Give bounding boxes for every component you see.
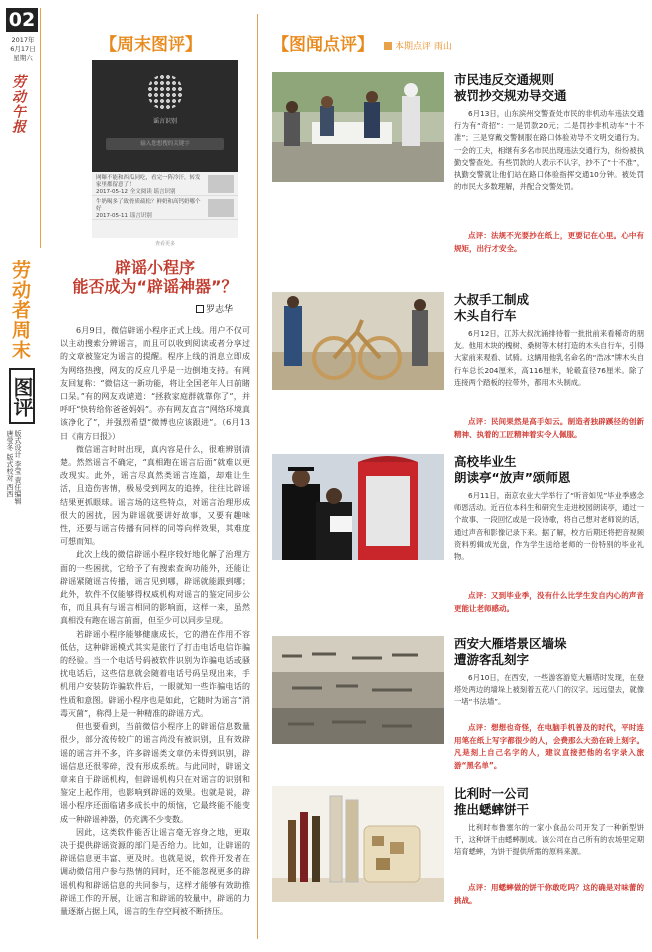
square-bullet-icon [384, 42, 392, 50]
news-comment-wooden-bike [454, 416, 644, 441]
news-comment-graduates [454, 590, 644, 615]
author-name: 罗志华 [206, 305, 234, 315]
date-day: 6月17日 [10, 45, 36, 53]
news-body-cricket-biscuit [454, 822, 644, 859]
body-paragraph: 因此，这类软件能否让谣言毫无容身之地，更取决于提供辟谣资源的部门是否给力。比如，让辟谣的辟谣信息更丰富、更及时。也就是说，软件开发者在调动微信用户参与热情的同时，还不能忽视更多的辟谣机构和辟谣信息的共同参与，这样才能够有效助推辟谣工作的开展，让谣言和辟谣的较量中，辟谣的力量逐渐占据上风，谣言的生存空间被不断挤压。 [60, 827, 250, 916]
news-title-line2: 遭游客乱刻字 [454, 652, 530, 667]
traffic-police-photo [272, 72, 444, 182]
body-paragraph: 但也要看到，当前微信小程序上的辟谣信息数量很少，部分流传较广的谣言尚没有被识别，且有效辟谣的谣言并不多，许多辟谣类文章仍未得到识别，辟谣信息还很零碎，没有形成系统。与此同时，辟谣文章来自于辟谣机构，但辟谣机构只在对谣言的识别和鉴定上起作用，也影响到辟谣的效果。也就是说，辟谣小程序还面临诸多成长中的烦恼，它最终能不能变成一种辟谣神器，仍充满不少变数。 [60, 722, 250, 824]
news-body-graduates [454, 490, 644, 563]
comment-text: 法规不光要抄在纸上，更要记在心里。心中有规矩，出行才安全。 [454, 231, 645, 253]
comment-label: 点评： [468, 723, 491, 732]
news-title-line2: 木头自行车 [454, 308, 517, 323]
commentary-title-line1: 辟谣小程序 [114, 258, 195, 277]
news-title-line2: 被罚抄交规劝导交通 [454, 88, 567, 103]
comment-label: 点评： [468, 231, 491, 240]
newspaper-masthead: 劳动午报 [10, 74, 26, 134]
phone-top-panel [92, 60, 238, 172]
credit-proof: 版式校对 西西 [6, 453, 14, 498]
news-comment-carving [454, 722, 644, 772]
news-comment-traffic [454, 230, 644, 255]
news-item-cricket-biscuit [272, 786, 644, 936]
phone-result-text: 网曝不能和西瓜同吃，看完一阵冷汗，转发家里都留意了！ [96, 175, 201, 188]
reading-booth-photo [272, 454, 444, 560]
news-title-traffic [454, 72, 644, 104]
cricket-biscuit-photo [272, 786, 444, 902]
column-divider [257, 14, 258, 939]
news-title-line1: 大叔手工制成 [454, 292, 530, 307]
comment-text: 想想也奇怪，在电脑手机普及的时代，平时连用笔在纸上写字都很少的人，会费那么大劲在砖上刻字。凡是刻上自己名字的人，建议直接把他的名字录入旅游“黑名单”。 [454, 723, 645, 770]
left-margin-strip [0, 0, 42, 952]
credit-layout: 版式设计 李莹 [14, 430, 22, 475]
credit-editor: 责任编辑 唐莹冬 [6, 430, 22, 505]
comment-text: 用蟋蟀做的饼干你敢吃吗？这的确是对味蕾的挑战。 [454, 883, 645, 905]
news-title-wooden-bike [454, 292, 644, 324]
phone-screenshot-image [92, 60, 238, 250]
news-title-cricket-biscuit [454, 786, 644, 818]
column-editor-text: 本期点评 雨山 [395, 42, 452, 52]
comment-label: 点评： [468, 417, 491, 426]
news-body-traffic [454, 108, 644, 193]
news-body-text: 6月10日，在西安，一些游客游览大雁塔时发现，在登塔处两边的墙垛上被刻着五花八门的汉字。远远望去，就像一堵“书法墙”。 [454, 673, 644, 707]
news-item-traffic [272, 72, 644, 252]
column-editor [384, 39, 452, 52]
news-body-text: 6月12日，江苏大叔沈涌排待着一批批前来看稀奇的朋友。他用木块的槐树、桑树等木材打造的木头自行车，引得大家前来观看、试骑。这辆用他乳名命名的“浩冰”牌木头自行车总长204厘米，高116厘米，轮毂直径76厘米。除了连接两个踏板的拉带外，都用木头制成。 [454, 329, 644, 387]
news-body-text: 比利时布鲁塞尔的一家小食品公司开发了一种新型饼干，这种饼干由蟋蟀制成。该公司在自己所有的农场里定期培育蟋蟀，为饼干提供所需的原料来源。 [454, 823, 644, 857]
supplement-name: 劳动者周末 [9, 260, 31, 360]
strip-rule [40, 8, 41, 248]
carved-wall-photo [272, 636, 444, 744]
news-body-text: 6月11日，南京农业大学举行了“听音如见”毕业季感念师恩活动。近百位本科生和研究生走进校园朗读亭，通过一个故事、一段回忆或是一段诗歌，将自己想对老师说的话，通过声音和影像记录下来。据了解，校方后期还将把音视频资料剪辑成光盘，作为学生送给老师的一份特别的毕业礼物。 [454, 491, 644, 562]
phone-app-name: 谣言识别 [152, 118, 177, 125]
body-paragraph: 若辟谣小程序能够健康成长，它的潜在作用不容低估，这种辟谣模式其实是旅行了打击电话电信诈骗的经验。当一个电话号码被软件识别为诈骗电话或骚扰电话后，这些信息就会随着电话号码呈现出来，手机用户安装防诈骗软件后，一眼就知一些诈骗电话的性质和意图。辟谣小程序也是如此，它随时为谣言“消毒灭菌”，称得上是一种精准的辟谣方式。 [60, 629, 250, 718]
news-body-carving [454, 672, 644, 709]
wooden-bike-photo [272, 292, 444, 402]
body-paragraph: 6月9日，微信辟谣小程序正式上线。用户不仅可以主动搜索分辨谣言，而且可以收到阅读或者分享过的文章被鉴定为谣言的提醒。程序上线的消息立即成为网络热搜，网友的反应几乎是一边倒地支持。有网友回复称：“微信这一新功能，将让全国老年人日前睹口呆。”有的网友戏谑道：“拯救家庭群就靠你了”，并呼吁“快转给你爸爸妈妈”。亦有网友直言“网络环境真该净化了”，并强烈希望“微博也应该跟进”。（6月13日《南方日报》） [60, 326, 250, 441]
phone-search-box: 输入您想搜的关键字 [106, 138, 224, 150]
news-item-carving [272, 636, 644, 786]
comment-text: 民间果然是高手如云。制造者独辟蹊径的创新精神、执着的工匠精神着实令人佩服。 [454, 417, 645, 439]
date-weekday: 星期六 [13, 54, 33, 62]
commentary-body [60, 324, 250, 918]
phone-result-meta: 2017-05-11 谣言识别 [96, 213, 152, 219]
phone-footer: 查看更多 [92, 238, 238, 250]
thumbnail-image [208, 199, 234, 217]
news-title-line2: 推出蟋蟀饼干 [454, 802, 530, 817]
news-title-line1: 市民违反交通规则 [454, 72, 555, 87]
news-title-line1: 高校毕业生 [454, 454, 517, 469]
body-paragraph: 微信谣言时时出现，真内容是什么，很难辨别清楚。然然谣言不确定，“真相跑在谣言后面”就难以更改现实。此外，谣言尽真然类谣言连篇，却难让生活，且造伤害情，极易受到网友的追捧，往往比辟谣结果更抓眼球。谣言场的这些特点，对谣言治理形成很大的困扰，因为辟谣就要讲好故事，又要有趣味性，还要与谣言传播有同样的同等向样效果，其难度可想而知。 [60, 444, 250, 547]
phone-result-list [92, 172, 238, 220]
author-byline [196, 302, 233, 315]
news-body-text: 6月13日，山东滨州交警查处市民的非机动车违法交通行为有“奇招”：一是罚款20元；二是罚抄非机动车“十不准”；三是穿戴交警制服在路口体验劝导不文明交通行为。一会的工夫，相继有多名市民出现违法交通行为，纷纷被执勤交警查处。有些罚款的人表示不认字，抄不了“十不准”，执勤交警就让他们站在路口体验指挥交通10分钟。被处罚的市民大多数理解，并配合交警处罚。 [454, 109, 644, 192]
photo-news-header: 【图闻点评】 [272, 35, 374, 55]
comment-label: 点评： [468, 591, 491, 600]
page-number: 02 [6, 8, 38, 32]
news-title-line2: 朗读亭“放声”颂师恩 [454, 470, 571, 485]
commentary-title-line2: 能否成为“辟谣神器”？ [72, 277, 238, 296]
dotted-sphere-icon [147, 74, 183, 110]
comment-text: 又到毕业季，没有什么比学生发自内心的声音更能让老师感动。 [454, 591, 645, 613]
news-body-wooden-bike [454, 328, 644, 389]
phone-result-row [92, 172, 238, 196]
news-title-graduates [454, 454, 644, 486]
news-comment-cricket-biscuit [454, 882, 644, 907]
section-name: 图评 [9, 368, 35, 424]
editorial-credits [6, 430, 22, 510]
thumbnail-image [208, 175, 234, 193]
news-title-line1: 比利时一公司 [454, 786, 530, 801]
phone-result-text: 牛奶喝多了致骨质疏松？鲜奶和高钙奶哪个好 [96, 199, 201, 212]
weekend-commentary-header: 【周末图评】 [100, 35, 202, 55]
phone-result-meta: 2017-05-12 全文阅读 谣言识别 [96, 189, 176, 195]
comment-label: 点评： [468, 883, 491, 892]
date-year: 2017年 [11, 36, 35, 44]
news-item-wooden-bike [272, 292, 644, 442]
dateline [4, 36, 42, 63]
commentary-title [60, 258, 250, 296]
phone-result-row [92, 196, 238, 220]
body-paragraph: 此次上线的微信辟谣小程序较好地化解了治理方面的一些困扰，它给予了有搜索查询功能外，还能让辟谣紧随谣言传播，谣言见到哪，辟谣就能跟到哪；此外，软件不仅能够得权威机构对谣言的鉴定同步公布，而且具有与谣言相同的影响面，这样一来，虽然真相没有跑在谣言前面，但至少可以同步呈现。 [60, 550, 250, 626]
byline-box-icon [196, 305, 204, 313]
news-title-carving [454, 636, 644, 668]
news-item-graduates [272, 454, 644, 614]
news-title-line1: 西安大雁塔景区墙垛 [454, 636, 567, 651]
